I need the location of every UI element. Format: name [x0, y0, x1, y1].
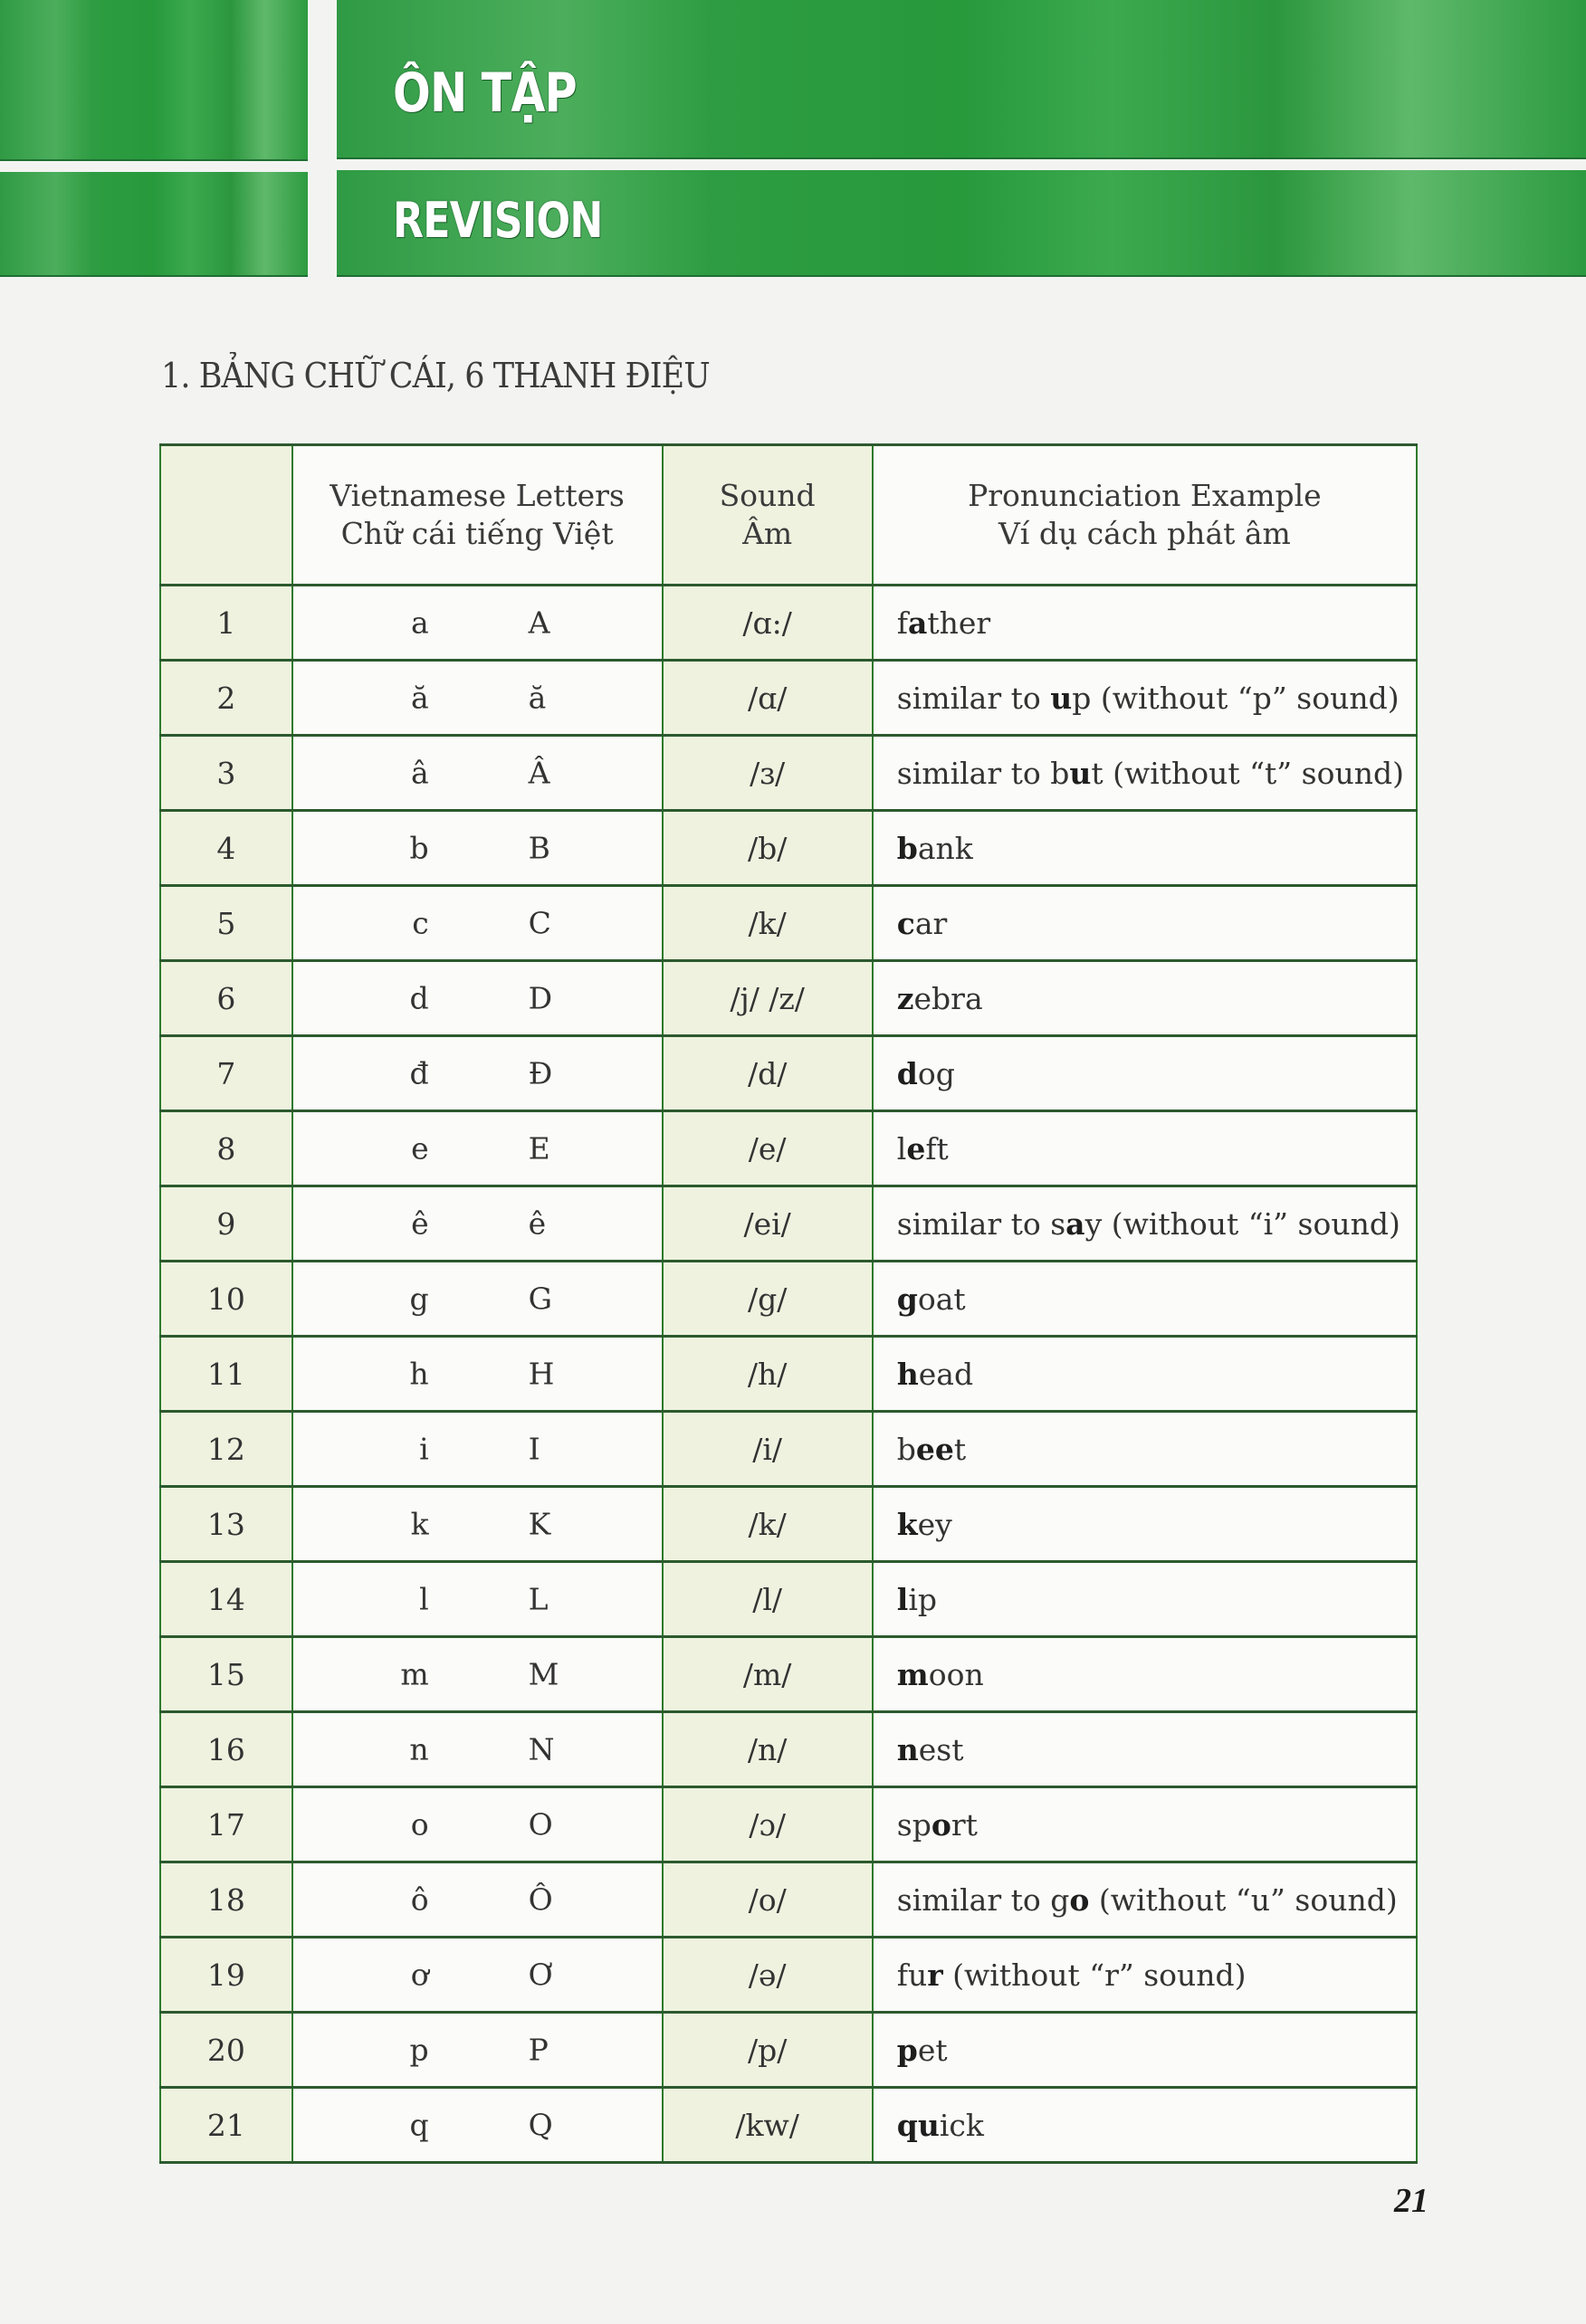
row-sound: /kw/ — [663, 2088, 873, 2163]
example-text-post: t — [953, 1431, 967, 1467]
row-sound: /ɑ/ — [663, 661, 873, 736]
row-sound: /ɜ/ — [663, 736, 873, 811]
table-row — [160, 811, 1417, 886]
example-text-pre: b — [896, 1431, 916, 1467]
row-sound: /o/ — [663, 1862, 873, 1938]
row-example — [873, 961, 1417, 1036]
row-number: 13 — [160, 1487, 292, 1562]
row-sound: /ɑ:/ — [663, 586, 873, 661]
row-sound: /k/ — [663, 886, 873, 961]
example-text-post: et — [917, 2032, 948, 2068]
example-text-post: ey — [917, 1506, 952, 1542]
header-example-en: Pronunciation Example — [968, 478, 1322, 513]
row-letters — [292, 1938, 663, 2013]
letter-uppercase: D — [528, 980, 553, 1016]
header-band-left-top — [0, 0, 308, 161]
letter-lowercase: ă — [410, 680, 429, 716]
row-letters — [292, 1337, 663, 1412]
example-text-highlight: l — [896, 1581, 909, 1617]
table-row — [160, 1862, 1417, 1938]
example-text-post: rt — [951, 1806, 978, 1843]
letter-uppercase: B — [528, 830, 550, 866]
example-text-pre: similar to b — [896, 755, 1070, 791]
example-text-highlight: o — [931, 1806, 951, 1843]
header-letters-en: Vietnamese Letters — [330, 478, 625, 513]
row-example — [873, 1637, 1417, 1712]
row-sound: /n/ — [663, 1712, 873, 1787]
example-text-pre: f — [896, 605, 908, 641]
row-example — [873, 1412, 1417, 1487]
example-text-highlight: a — [1065, 1205, 1085, 1242]
row-number: 21 — [160, 2088, 292, 2163]
example-text-post: (without “r” sound) — [942, 1957, 1247, 1993]
row-example — [873, 1036, 1417, 1111]
row-sound: /m/ — [663, 1637, 873, 1712]
header-example — [873, 445, 1417, 586]
row-letters — [292, 1412, 663, 1487]
row-number: 12 — [160, 1412, 292, 1487]
row-number: 17 — [160, 1787, 292, 1862]
row-letters — [292, 1637, 663, 1712]
row-sound: /d/ — [663, 1036, 873, 1111]
letter-uppercase: P — [528, 2032, 549, 2068]
row-number: 18 — [160, 1862, 292, 1938]
example-text-highlight: z — [896, 980, 914, 1016]
row-sound: /b/ — [663, 811, 873, 886]
letter-uppercase: L — [528, 1581, 549, 1617]
row-example — [873, 1111, 1417, 1186]
row-letters — [292, 1262, 663, 1337]
example-text-highlight: o — [1069, 1881, 1090, 1918]
example-text-highlight: h — [896, 1356, 919, 1392]
letter-uppercase: N — [528, 1731, 555, 1767]
table-row — [160, 886, 1417, 961]
example-text-highlight: u — [1050, 680, 1073, 716]
row-letters — [292, 661, 663, 736]
row-number: 14 — [160, 1562, 292, 1637]
row-example — [873, 886, 1417, 961]
example-text-post: ar — [914, 905, 948, 941]
row-sound: /j/ /z/ — [663, 961, 873, 1036]
table-row — [160, 586, 1417, 661]
row-sound: /k/ — [663, 1487, 873, 1562]
table-row — [160, 1186, 1417, 1262]
example-text-pre: similar to s — [896, 1205, 1066, 1242]
letter-lowercase: l — [419, 1581, 429, 1617]
header-band-left-bottom — [0, 172, 308, 277]
example-text-highlight: n — [896, 1731, 919, 1767]
example-text-pre: similar to — [896, 680, 1051, 716]
example-text-highlight: a — [908, 605, 928, 641]
letter-uppercase: K — [528, 1506, 551, 1542]
example-text-post: t (without “t” sound) — [1091, 755, 1404, 791]
row-letters — [292, 1186, 663, 1262]
row-number: 15 — [160, 1637, 292, 1712]
header-sound — [663, 445, 873, 586]
table-row — [160, 1637, 1417, 1712]
example-text-highlight: k — [896, 1506, 918, 1542]
row-example — [873, 1186, 1417, 1262]
alphabet-table — [159, 443, 1418, 2164]
letter-lowercase: đ — [409, 1055, 429, 1091]
example-text-highlight: p — [896, 2032, 918, 2068]
example-text-pre: fu — [896, 1957, 928, 1993]
example-text-highlight: qu — [896, 2107, 940, 2143]
example-text-highlight: c — [896, 905, 915, 941]
row-number: 9 — [160, 1186, 292, 1262]
example-text-highlight: r — [927, 1957, 943, 1993]
letter-uppercase: G — [528, 1281, 553, 1317]
table-row — [160, 1111, 1417, 1186]
row-number: 6 — [160, 961, 292, 1036]
example-text-pre: similar to g — [896, 1881, 1070, 1918]
table-row — [160, 2088, 1417, 2163]
example-text-highlight: g — [896, 1281, 918, 1317]
row-example — [873, 586, 1417, 661]
example-text-post: ther — [927, 605, 991, 641]
letter-lowercase: â — [410, 755, 429, 791]
letter-uppercase: Â — [528, 755, 550, 791]
table-row — [160, 1712, 1417, 1787]
row-number: 5 — [160, 886, 292, 961]
row-number: 1 — [160, 586, 292, 661]
example-text-post: ebra — [913, 980, 983, 1016]
header-letters — [292, 445, 663, 586]
row-sound: /ɔ/ — [663, 1787, 873, 1862]
example-text-highlight: d — [896, 1055, 918, 1091]
row-letters — [292, 886, 663, 961]
row-example — [873, 1938, 1417, 2013]
table-row — [160, 1938, 1417, 2013]
row-example — [873, 1787, 1417, 1862]
letter-lowercase: p — [409, 2032, 429, 2068]
letter-uppercase: Ô — [528, 1881, 553, 1918]
row-sound: /g/ — [663, 1262, 873, 1337]
row-letters — [292, 1787, 663, 1862]
letter-lowercase: h — [409, 1356, 429, 1392]
table-row — [160, 1036, 1417, 1111]
row-example — [873, 661, 1417, 736]
letter-uppercase: M — [528, 1656, 559, 1692]
table-row — [160, 661, 1417, 736]
example-text-highlight: m — [896, 1656, 929, 1692]
row-letters — [292, 586, 663, 661]
example-text-highlight: u — [1069, 755, 1092, 791]
letter-lowercase: d — [409, 980, 429, 1016]
row-example — [873, 1862, 1417, 1938]
row-letters — [292, 2013, 663, 2088]
letter-uppercase: H — [528, 1356, 555, 1392]
row-sound: /ə/ — [663, 1938, 873, 2013]
letter-uppercase: C — [528, 905, 551, 941]
example-text-post: ank — [917, 830, 973, 866]
letter-uppercase: Ơ — [528, 1957, 553, 1993]
row-letters — [292, 961, 663, 1036]
row-number: 7 — [160, 1036, 292, 1111]
letter-lowercase: i — [419, 1431, 429, 1467]
row-number: 10 — [160, 1262, 292, 1337]
example-text-highlight: ee — [915, 1431, 954, 1467]
letter-uppercase: Q — [528, 2107, 553, 2143]
row-number: 8 — [160, 1111, 292, 1186]
header-example-vi: Ví dụ cách phát âm — [998, 516, 1291, 551]
letter-lowercase: n — [409, 1731, 429, 1767]
row-letters — [292, 1862, 663, 1938]
row-example — [873, 736, 1417, 811]
row-number: 19 — [160, 1938, 292, 2013]
letter-lowercase: c — [412, 905, 429, 941]
row-example — [873, 1712, 1417, 1787]
page-number: 21 — [1394, 2182, 1428, 2220]
header-sound-en: Sound — [719, 478, 816, 513]
example-text-post: og — [917, 1055, 955, 1091]
row-example — [873, 1337, 1417, 1412]
row-example — [873, 1487, 1417, 1562]
row-example — [873, 1562, 1417, 1637]
example-text-highlight: e — [906, 1130, 926, 1167]
table-row — [160, 1337, 1417, 1412]
row-example — [873, 1262, 1417, 1337]
header-sound-vi: Âm — [742, 516, 793, 551]
letter-lowercase: a — [410, 605, 429, 641]
row-letters — [292, 1712, 663, 1787]
letter-uppercase: A — [528, 605, 550, 641]
row-example — [873, 2088, 1417, 2163]
table-row — [160, 1262, 1417, 1337]
row-letters — [292, 1562, 663, 1637]
row-number: 11 — [160, 1337, 292, 1412]
example-text-post: oat — [917, 1281, 966, 1317]
example-text-post: ick — [939, 2107, 984, 2143]
letter-uppercase: ê — [528, 1205, 547, 1242]
example-text-pre: l — [896, 1130, 907, 1167]
row-letters — [292, 811, 663, 886]
example-text-pre: sp — [896, 1806, 932, 1843]
letter-uppercase: ă — [528, 680, 547, 716]
letter-lowercase: b — [409, 830, 429, 866]
row-sound: /h/ — [663, 1337, 873, 1412]
letter-lowercase: q — [409, 2107, 429, 2143]
example-text-post: p (without “p” sound) — [1072, 680, 1400, 716]
header-letters-vi: Chữ cái tiếng Việt — [340, 516, 614, 551]
row-sound: /e/ — [663, 1111, 873, 1186]
section-heading: 1. BẢNG CHỮ CÁI, 6 THANH ĐIỆU — [161, 356, 710, 395]
table-row — [160, 1787, 1417, 1862]
letter-lowercase: g — [409, 1281, 429, 1317]
table-body — [160, 586, 1417, 2163]
row-example — [873, 2013, 1417, 2088]
table-row — [160, 1487, 1417, 1562]
row-sound: /i/ — [663, 1412, 873, 1487]
letter-lowercase: ê — [411, 1205, 429, 1242]
row-number: 3 — [160, 736, 292, 811]
example-text-post: oon — [928, 1656, 984, 1692]
row-letters — [292, 2088, 663, 2163]
letter-uppercase: I — [528, 1431, 540, 1467]
example-text-highlight: b — [896, 830, 918, 866]
letter-uppercase: Đ — [528, 1055, 553, 1091]
header-number — [160, 445, 292, 586]
row-letters — [292, 1036, 663, 1111]
letter-uppercase: E — [528, 1130, 550, 1167]
row-sound: /p/ — [663, 2013, 873, 2088]
row-letters — [292, 1487, 663, 1562]
letter-lowercase: e — [411, 1130, 429, 1167]
row-number: 16 — [160, 1712, 292, 1787]
example-text-post: (without “u” sound) — [1089, 1881, 1398, 1918]
letter-lowercase: ơ — [410, 1957, 429, 1993]
letter-uppercase: O — [528, 1806, 553, 1843]
row-letters — [292, 1111, 663, 1186]
example-text-post: ead — [918, 1356, 974, 1392]
row-sound: /l/ — [663, 1562, 873, 1637]
row-number: 20 — [160, 2013, 292, 2088]
letter-lowercase: m — [400, 1656, 429, 1692]
row-number: 2 — [160, 661, 292, 736]
banner-subtitle: REVISION — [393, 192, 603, 249]
example-text-post: ft — [925, 1130, 949, 1167]
table-row — [160, 1562, 1417, 1637]
row-number: 4 — [160, 811, 292, 886]
row-example — [873, 811, 1417, 886]
table-header-row — [160, 445, 1417, 586]
letter-lowercase: ô — [410, 1881, 429, 1918]
example-text-post: ip — [908, 1581, 938, 1617]
example-text-post: y (without “i” sound) — [1084, 1205, 1400, 1242]
table-row — [160, 961, 1417, 1036]
example-text-post: est — [918, 1731, 964, 1767]
row-sound: /ei/ — [663, 1186, 873, 1262]
letter-lowercase: o — [410, 1806, 429, 1843]
banner-title: ÔN TẬP — [393, 62, 577, 125]
row-letters — [292, 736, 663, 811]
table-row — [160, 2013, 1417, 2088]
letter-lowercase: k — [410, 1506, 429, 1542]
table-row — [160, 736, 1417, 811]
table-row — [160, 1412, 1417, 1487]
